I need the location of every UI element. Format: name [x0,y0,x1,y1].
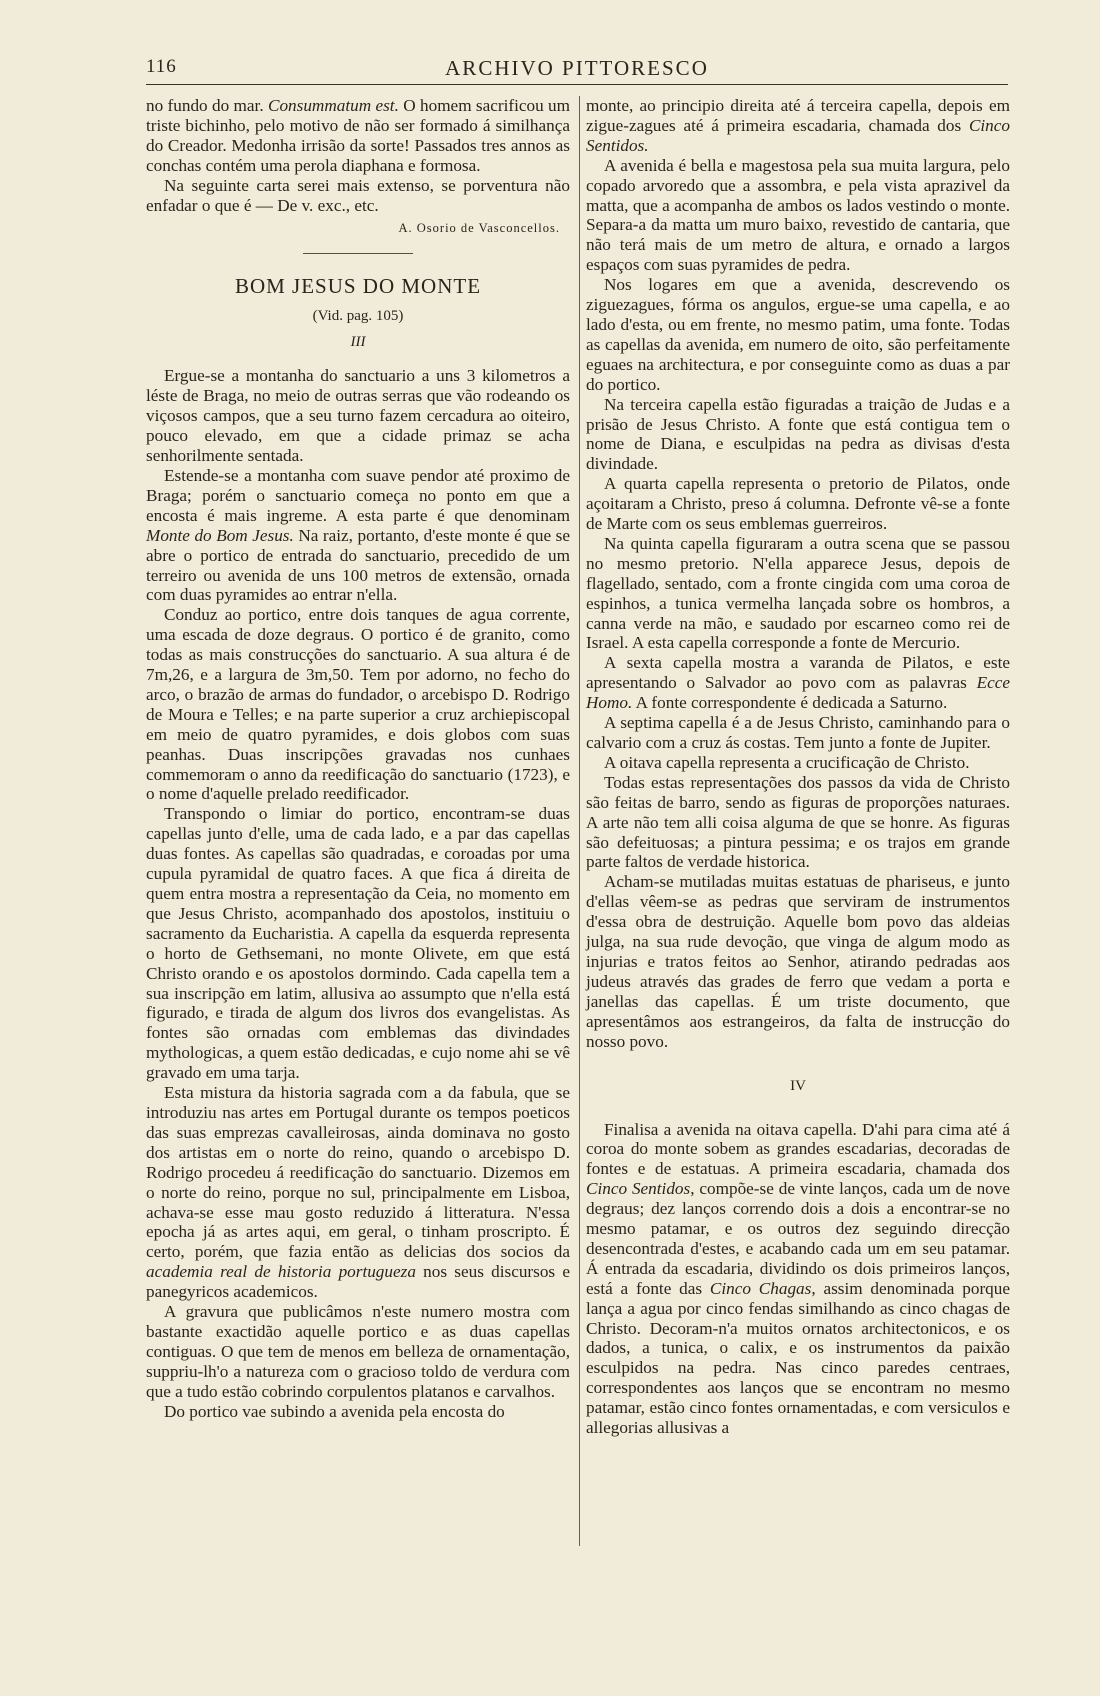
paragraph: A oitava capella representa a crucificação de Christo. [604,752,970,772]
paragraph: Acham-se mutiladas muitas estatuas de phariseus, e junto d'ellas vêem-se as pedras que serviram de instrumentos d'essa obra de destruição. Aquelle bom povo das aldeias julga, na sua rude devoção, que vinga de algum modo as injurias e tratos feitos ao Senhor, atirando pedradas aos judeus através das grades de ferro que vedam a porta e janellas das capellas. É um triste documento, que apresentâmos aos estrangeiros, da falta de instrucção do nosso povo. [586,872,1010,1051]
running-title: ARCHIVO PITTORESCO [445,56,709,80]
author-signature: A. Osorio de Vasconcellos. [398,221,560,236]
paragraph: monte, ao principio direita até á terceira capella, depois em zigue-zagues até á primeira escadaria, chamada dos Cinco Sentidos. [586,96,1010,155]
paragraph: Transpondo o limiar do portico, encontram-se duas capellas junto d'elle, uma de cada lado, e a par das capellas duas fontes. As capellas são quadradas, e coroadas por uma cupula pyramidal de quatro faces. A que fica á direita de quem entra mostra a representação da Ceia, no momento em que Jesus Christo, acompanhado dos apostolos, instituiu o sacramento da Eucharistia. A capella da esquerda representa o horto de Gethsemani, no monte Olivete, em que está Christo orando e os apostolos dormindo. Cada capella tem a sua inscripção em latim, allusiva ao assumpto que n'ella está figurado, e tirada de algum dos livros dos evangelistas. As fontes são ornadas com emblemas das divindades mythologicas, a quem estão dedicadas, e cujo nome ahi se vê gravado em uma tarja. [146,804,570,1083]
article-reference: (Vid. pag. 105) [312,308,404,325]
paragraph: Nos logares em que a avenida, descrevendo os ziguezagues, fórma os angulos, ergue-se uma capella, e ao lado d'esta, ou em frente, no mesmo patim, uma fonte. Todas as capellas da avenida, em numero de oito, são perfeitamente eguaes na architectura, e por conseguinte como as duas a par do portico. [586,275,1010,394]
paragraph: Estende-se a montanha com suave pendor até proximo de Braga; porém o sanctuario começa no ponto em que a encosta é mais ingreme. A esta parte é que denominam Monte do Bom Jesus. Na raiz, portanto, d'este monte é que se abre o portico de entrada do sanctuario, precedido de um terreiro ou avenida de uns 100 metros de extensão, ornada com duas pyramides ao entrar n'ella. [146,465,570,605]
paragraph: Finalisa a avenida na oitava capella. D'ahi para cima até á coroa do monte sobem as grandes escadarias, decoradas de fontes e de estatuas. A primeira escadaria, chamada dos Cinco Sentidos, compõe-se de vinte lanços, cada um de nove degraus; dez lanços correndo dois a dois a encontrar-se no mesmo patamar, e os outros dez seguindo direcção desencontrada d'estes, e acabando cada um em seu patamar. Á entrada da escadaria, dividindo os dois primeiros lanços, está a fonte das Cinco Chagas, assim denominada porque lança a agua por cinco fendas similhando as cinco chagas de Christo. Decoram-n'a muitos ornatos architectonicos, e os dados, a tunica, o calix, e os instrumentos da paixão esculpidos na pedra. Nas cinco paredes centraes, correspondentes aos lanços que se encontram no mesmo patamar, estão cinco fontes ornamentadas, e com versiculos e allegorias allusivas a [586,1119,1010,1438]
right-column [586,96,1010,1438]
paragraph: Conduz ao portico, entre dois tanques de agua corrente, uma escada de doze degraus. O portico é de granito, como todas as mais construcções do sanctuario. A sua altura é de 7m,26, e a largura de 3m,50. Tem por adorno, no fecho do arco, o brazão de armas do fundador, o arcebispo D. Rodrigo de Moura e Telles; e na parte superior a cruz archiepiscopal em meio de quatro pyramides, e dois globos com suas peanhas. Duas inscripções gravadas nos cunhaes commemoram o anno da reedificação do sanctuario (1723), e o nome d'aquelle prelado reedificador. [146,605,570,804]
column-divider [579,96,580,1546]
paragraph: Esta mistura da historia sagrada com a da fabula, que se introduziu nas artes em Portugal durante os tempos poeticos das suas emprezas cavalleirosas, ainda dominava no gosto dos artistas em o norte do reino, quando o arcebispo D. Rodrigo procedeu á reedificação do sanctuario. Dizemos em o norte do reino, porque no sul, principalmente em Lisboa, achava-se esse mau gosto reduzido á litteratura. N'essa epocha já as artes aqui, em geral, o tinham proscripto. É certo, porém, que fazia então as delicias dos socios da academia real de historia portugueza nos seus discursos e panegyricos academicos. [146,1083,570,1302]
paragraph: A sexta capella mostra a varanda de Pilatos, e este apresentando o Salvador ao povo com as palavras Ecce Homo. A fonte correspondente é dedicada a Saturno. [586,653,1010,713]
section-rule [303,253,413,254]
page-header [146,56,1008,86]
paragraph: Do portico vae subindo a avenida pela encosta do [164,1401,505,1421]
left-column [146,96,570,1421]
paragraph: Na quinta capella figuraram a outra scena que se passou no mesmo pretorio. N'ella apparece Jesus, depois de flagellado, sentado, com a fronte cingida com uma coroa de espinhos, a tunica vermelha lançada sobre os hombros, a canna verde na mão, e saudado por escarneo como rei de Israel. A esta capella corresponde a fonte de Mercurio. [586,533,1010,653]
paragraph: Todas estas representações dos passos da vida de Christo são feitas de barro, sendo as figuras de proporções naturaes. A arte não tem alli coisa alguma de que se honre. As figuras são defeituosas; a pintura pessima; e os trajos em grande parte faltos de verdade historica. [586,772,1010,872]
page-number: 116 [146,56,177,77]
header-rule [146,84,1008,85]
paragraph: Na seguinte carta serei mais extenso, se porventura não enfadar o que é — De v. exc., etc. [146,175,570,215]
paragraph: A quarta capella representa o pretorio de Pilatos, onde açoitaram a Christo, preso á columna. Defronte vê-se a fonte de Marte com os seus emblemas guerreiros. [586,474,1010,534]
paragraph: A gravura que publicâmos n'este numero mostra com bastante exactidão aquelle portico e as duas capellas contiguas. O que tem de menos em belleza de ornamentação, suppriu-lh'o a natureza com o gracioso toldo de verdura com que a tudo estão cobrindo corpulentos platanos e carvalhos. [146,1302,570,1401]
article-title: BOM JESUS DO MONTE [234,274,482,299]
paragraph: Ergue-se a montanha do sanctuario a uns 3 kilometros a léste de Braga, no meio de outras serras que vão rodeando os viçosos campos, que a seu turno fazem cercadura ao oiteiro, pouco elevado, em que a cidade primaz se acha senhorilmente sentada. [146,366,570,466]
paragraph: A avenida é bella e magestosa pela sua muita largura, pelo copado arvoredo que a assombra, e pela vista aprazivel da matta, que a acompanha de ambos os lados vestindo o monte. Separa-a da matta um muro baixo, revestido de cantaria, que não terá mais de um metro de altura, e ornado a largos espaços com suas pyramides de pedra. [586,155,1010,275]
section-number: IV [790,1077,806,1094]
section-number: III [350,334,366,351]
paragraph: Na terceira capella estão figuradas a traição de Judas e a prisão de Jesus Christo. A fonte que está contigua tem o nome de Diana, e esculpidas na pedra as divisas d'esta divindade. [586,394,1010,474]
paragraph: no fundo do mar. Consummatum est. O homem sacrificou um triste bichinho, pelo motivo de não ser formado á similhança do Creador. Medonha irrisão da sorte! Passados tres annos as conchas contém uma perola diaphana e formosa. [146,96,570,175]
paragraph: A septima capella é a de Jesus Christo, caminhando para o calvario com a cruz ás costas. Tem junto a fonte de Jupiter. [586,713,1010,752]
